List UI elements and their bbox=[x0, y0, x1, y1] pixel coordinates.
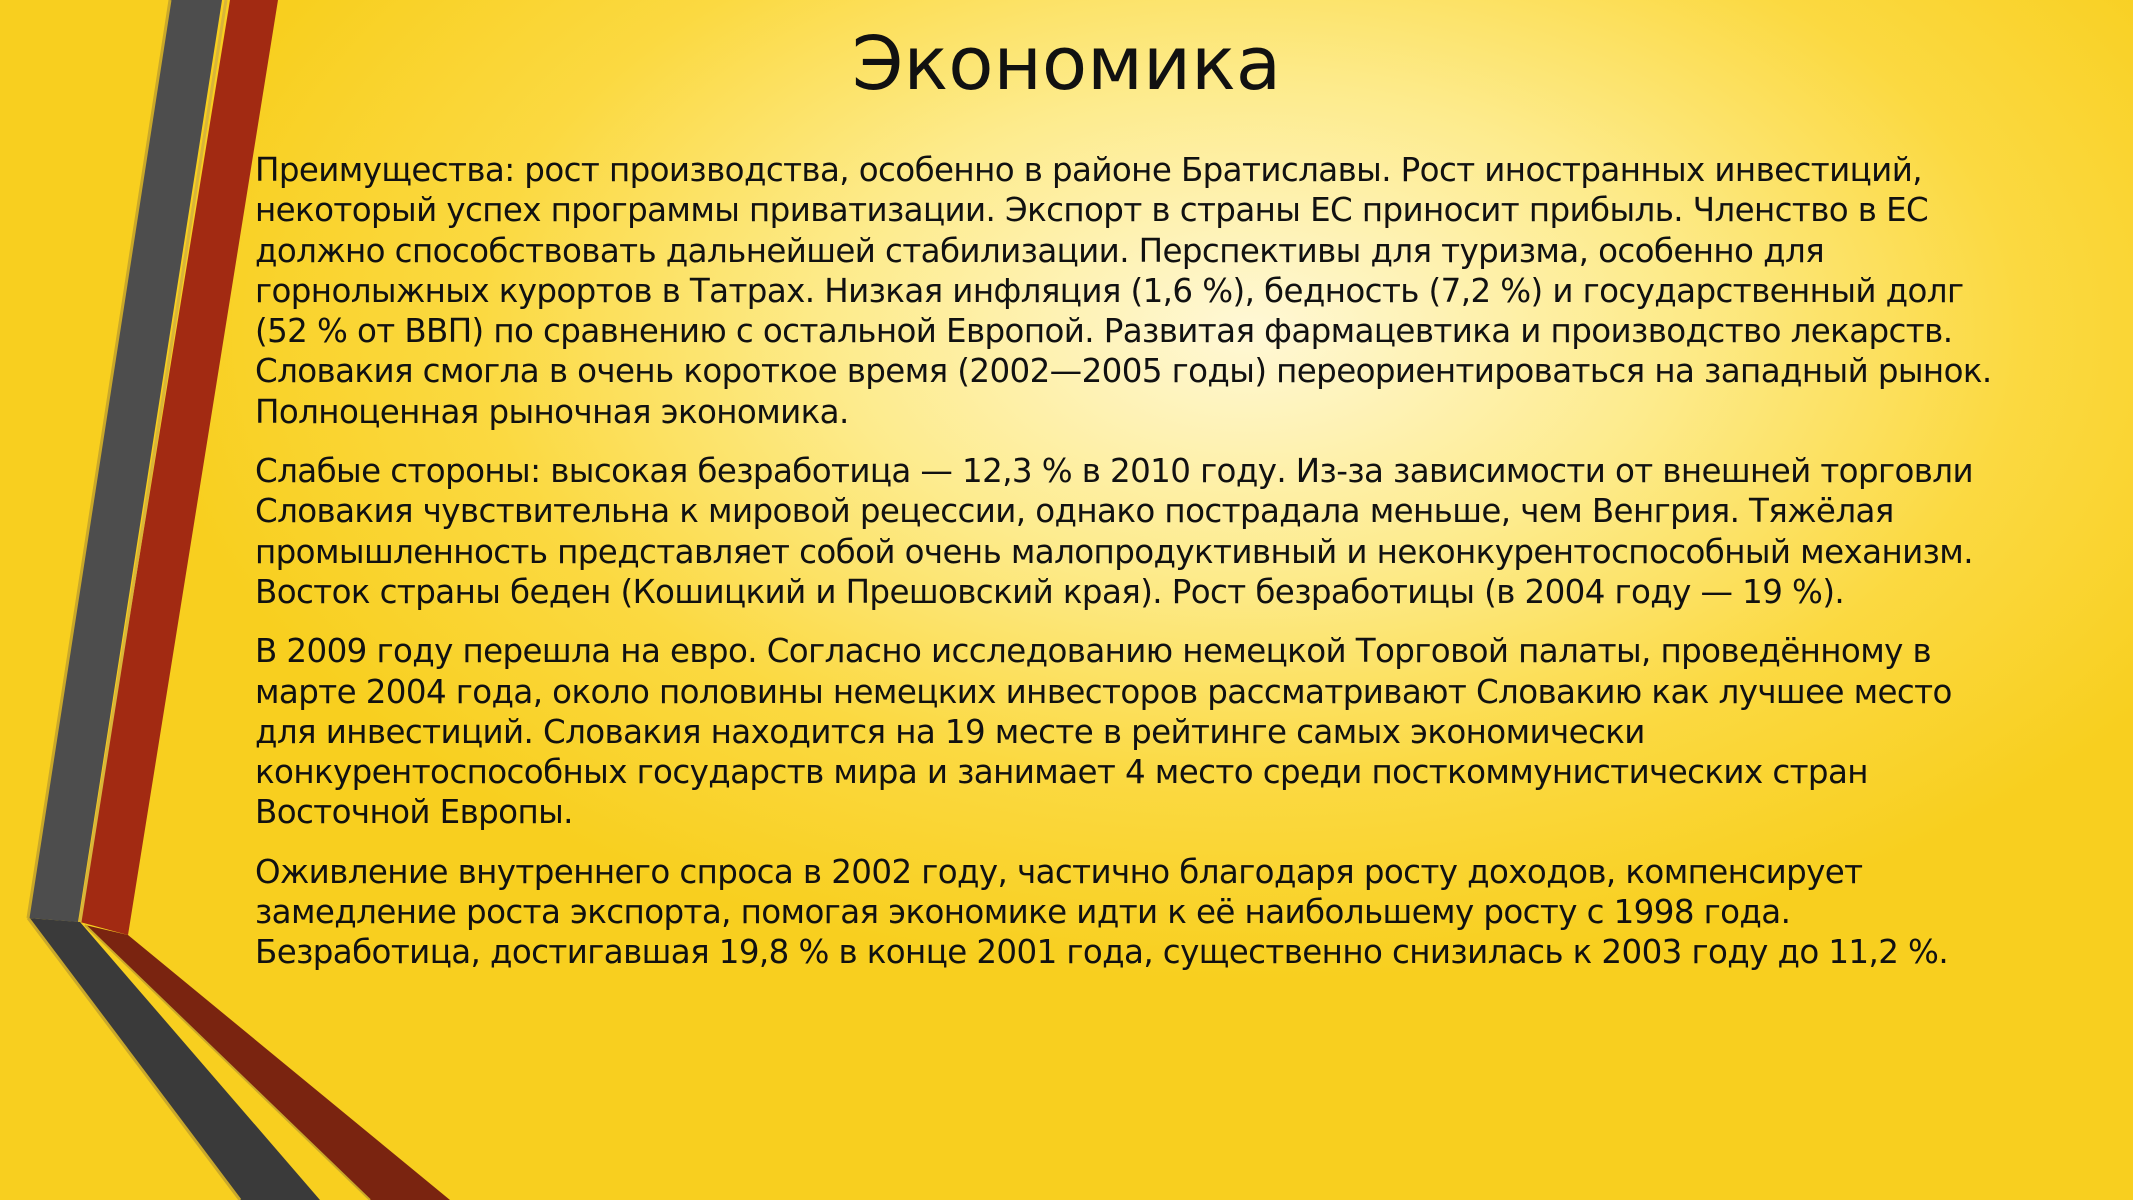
paragraph-euro-investment: В 2009 году перешла на евро. Согласно исследованию немецкой Торговой палаты, проведённому в марте 2004 года, около половины немецких инвесторов рассматривают Словакию как лучшее место для инвестиций. Словакия находится на 19 месте в рейтинге самых экономически конкурентоспособных государств мира и занимает 4 место среди посткоммунистических стран Восточной Европы. bbox=[255, 632, 1952, 832]
paragraph-advantages: Преимущества: рост производства, особенно в районе Братиславы. Рост иностранных инвестиций, некоторый успех программы приватизации. Экспорт в страны ЕС приносит прибыль. Членство в ЕС должно способствовать дальнейшей стабилизации. Перспективы для туризма, особенно для горнолыжных курортов в Татрах. Низкая инфляция (1,6 %), бедность (7,2 %) и государственный долг (52 % от ВВП) по сравнению с остальной Европой. Развитая фармацевтика и производство лекарств. Словакия смогла в очень короткое время (2002—2005 годы) переориентироваться на западный рынок. Полноценная рыночная экономика. bbox=[255, 151, 1992, 431]
slide-title: Экономика bbox=[851, 21, 1282, 107]
paragraph-weaknesses: Слабые стороны: высокая безработица — 12,3 % в 2010 году. Из-за зависимости от внешней торговли Словакия чувствительна к мировой рецессии, однако пострадала меньше, чем Венгрия. Тяжёлая промышленность представляет собой очень малопродуктивный и неконкурентоспособный механизм. Восток страны беден (Кошицкий и Прешовский края). Рост безработицы (в 2004 году — 19 %). bbox=[255, 452, 1973, 611]
paragraph-domestic-demand: Оживление внутреннего спроса в 2002 году, частично благодаря росту доходов, компенсирует замедление роста экспорта, помогая экономике идти к её наибольшему росту с 1998 года. Безработица, достигавшая 19,8 % в конце 2001 года, существенно снизилась к 2003 году до 11,2 %. bbox=[255, 852, 1949, 972]
slide-body bbox=[255, 150, 2010, 992]
